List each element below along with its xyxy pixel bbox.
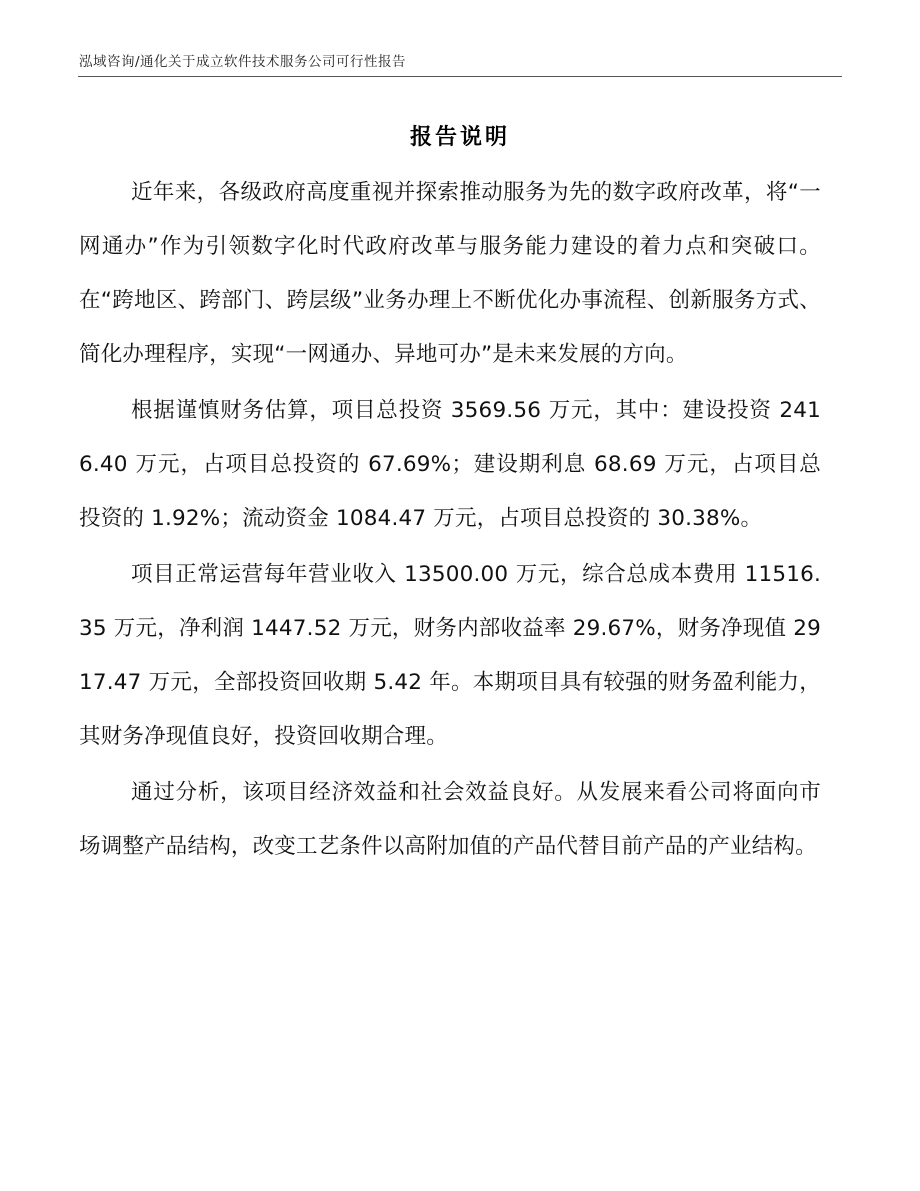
page-title: 报告说明 [409,125,510,150]
report-body [79,166,821,876]
paragraph-intro: 近年来，各级政府高度重视并探索推动服务为先的数字政府改革，将“一网通办”作为引领数字化时代政府改革与服务能力建设的着力点和突破口。在“跨地区、跨部门、跨层级”业务办理上不断优化办事流程、创新服务方式、简化办理程序，实现“一网通办、异地可办”是未来发展的方向。 [79,180,821,367]
paragraph-conclusion: 通过分析，该项目经济效益和社会效益良好。从发展来看公司将面向市场调整产品结构，改变工艺条件以高附加值的产品代替目前产品的产业结构。 [79,780,821,859]
header-divider [78,76,842,77]
paragraph-operations: 项目正常运营每年营业收入 13500.00 万元，综合总成本费用 11516.35 万元，净利润 1447.52 万元，财务内部收益率 29.67%，财务净现值 2917.47 万元，全部投资回收期 5.42 年。本期项目具有较强的财务盈利能力，其财务净现值良好，投资回收期合理。 [79,562,821,749]
running-header: 泓域咨询/通化关于成立软件技术服务公司可行性报告 [79,54,407,70]
paragraph-investment: 根据谨慎财务估算，项目总投资 3569.56 万元，其中：建设投资 2416.40 万元，占项目总投资的 67.69%；建设期利息 68.69 万元，占项目总投资的 1.92%；流动资金 1084.47 万元，占项目总投资的 30.38%。 [79,398,821,531]
